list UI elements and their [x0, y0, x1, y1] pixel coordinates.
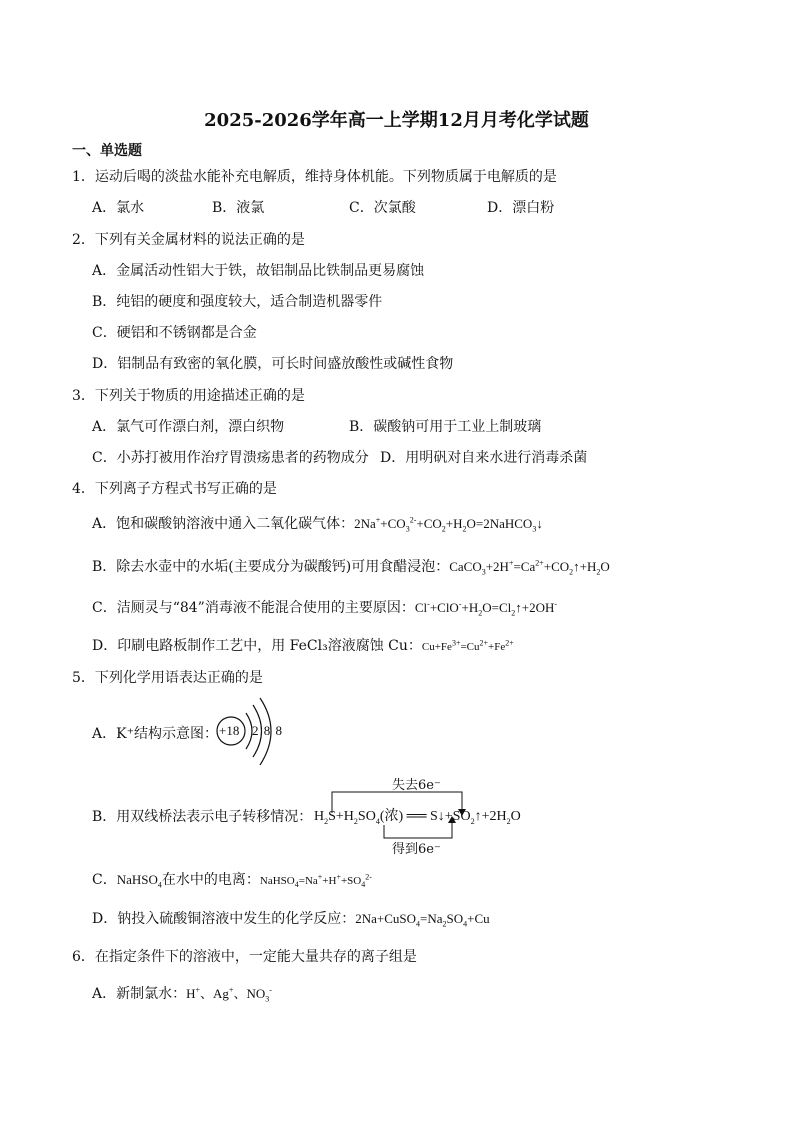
q4-option-a — [92, 513, 543, 534]
q6-option-a-text: A．新制氯水： — [92, 986, 187, 1002]
q4-option-a-equation: $2Na^++CO_3^{2-}+CO_2+H_2O=2NaHCO_3↓$ — [354, 515, 543, 534]
q5-option-c-equation: $NaHSO_4=Na^++H^++SO_4^{2-}$ — [259, 872, 372, 890]
q4-option-b-text: B．除去水壶中的水垢(主要成分为碳酸钙)可用食醋浸泡： — [92, 559, 450, 575]
q1-option-c: C．次氯酸 — [349, 200, 416, 216]
q5-option-c-formula: NaHSO$_4$ — [116, 872, 162, 890]
nucleus-charge: +18 — [219, 723, 240, 738]
q3-option-a: A．氯气可作漂白剂，漂白织物 — [92, 419, 285, 435]
question-6-stem: 6．在指定条件下的溶液中，一定能大量共存的离子组是 — [72, 949, 417, 965]
q1-option-d: D．漂白粉 — [487, 200, 555, 216]
q5-option-b-equation: $H_2S+H_2SO_4$(浓) ══ $S↓+SO_2↑+2H_2O$ — [314, 809, 521, 826]
q5-option-b-text: B．用双线桥法表示电子转移情况： — [92, 809, 313, 825]
q4-option-c-text: C．洁厕灵与“84”消毒液不能混合使用的主要原因： — [92, 600, 415, 616]
electron-loss-label: 失去6e⁻ — [392, 778, 441, 793]
q4-option-b — [92, 556, 610, 577]
q2-option-d: D．铝制品有致密的氧化膜，可长时间盛放酸性或碱性食物 — [92, 356, 454, 372]
q4-option-a-text: A．饱和碳酸钠溶液中通入二氧化碳气体： — [92, 516, 355, 532]
q5-option-d-equation: $2Na+CuSO_4=Na_2SO_4+Cu$ — [355, 911, 490, 929]
q6-option-a-ions: H+、Ag+、$NO_3^-$ — [186, 985, 272, 1004]
q5-option-d-text: D．钠投入硫酸铜溶液中发生的化学反应： — [92, 911, 356, 927]
q2-option-a: A．金属活动性铝大于铁，故铝制品比铁制品更易腐蚀 — [92, 263, 425, 279]
q5-option-c-text: 在水中的电离： — [161, 872, 260, 888]
section-heading: 一、单选题 — [72, 143, 142, 159]
q3-option-c: C．小苏打被用作治疗胃溃疡患者的药物成分 — [92, 450, 369, 466]
q5-option-a-text: A．K⁺结构示意图： — [92, 726, 218, 742]
q4-option-c-equation: $Cl^-+ClO^-+H_2O=Cl_2↑+2OH^-$ — [414, 599, 558, 618]
q4-option-c — [92, 597, 557, 618]
q2-option-b: B．纯铝的硬度和强度较大，适合制造机器零件 — [92, 294, 383, 310]
shell-electron-counts: 2 8 8 — [252, 723, 283, 738]
page-title: 2025-2026学年高一上学期12月月考化学试题 — [204, 110, 589, 131]
q1-option-b: B．液氯 — [212, 200, 265, 216]
q4-option-d — [92, 635, 514, 655]
question-4-stem: 4．下列离子方程式书写正确的是 — [72, 481, 277, 497]
question-1-stem: 1．运动后喝的淡盐水能补充电解质，维持身体机能。下列物质属于电解质的是 — [72, 169, 557, 185]
q6-option-a — [92, 983, 272, 1004]
electron-gain-label: 得到6e⁻ — [392, 842, 441, 857]
question-2-stem: 2．下列有关金属材料的说法正确的是 — [72, 232, 305, 248]
q4-option-b-equation: $CaCO_3+2H^+=Ca^{2+}+CO_2↑+H_2O$ — [449, 558, 610, 577]
q5-option-d — [92, 908, 490, 929]
q2-option-c: C．硬铝和不锈钢都是合金 — [92, 325, 257, 341]
q5-option-c — [92, 869, 372, 890]
q3-option-b: B．碳酸钠可用于工业上制玻璃 — [349, 419, 542, 435]
q3-option-d: D．用明矾对自来水进行消毒杀菌 — [380, 450, 588, 466]
q4-option-d-text: D．印刷电路板制作工艺中，用 FeCl₃溶液腐蚀 Cu： — [92, 638, 422, 654]
q4-option-d-equation: $Cu+Fe^{3+}=Cu^{2+}+Fe^{2+}$ — [421, 638, 514, 653]
q5-option-c-label: C． — [92, 872, 117, 888]
question-3-stem: 3．下列关于物质的用途描述正确的是 — [72, 388, 305, 404]
q1-option-a: A．氯水 — [92, 200, 145, 216]
question-5-stem: 5．下列化学用语表达正确的是 — [72, 670, 263, 686]
